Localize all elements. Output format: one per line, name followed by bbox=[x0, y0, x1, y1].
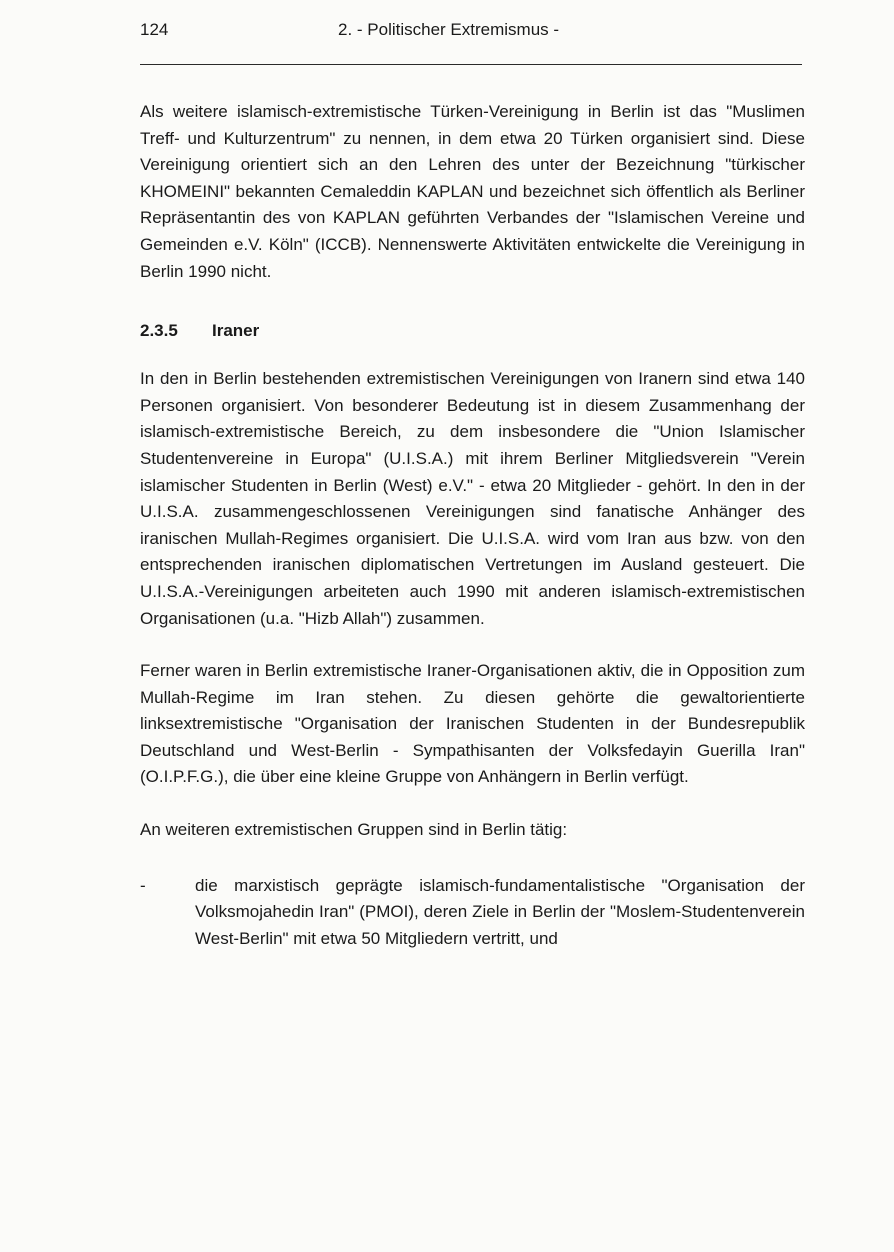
section-number: 2.3.5 bbox=[140, 321, 178, 341]
section-title: Iraner bbox=[212, 321, 260, 341]
group-list bbox=[140, 873, 805, 953]
header-rule bbox=[140, 64, 802, 65]
section-heading bbox=[140, 318, 805, 344]
paragraph-weitere-gruppen: An weiteren extremistischen Gruppen sind in Berlin tätig: bbox=[140, 820, 568, 840]
list-bullet: - bbox=[140, 875, 146, 895]
paragraph-tuerken-vereinigung: Als weitere islamisch-extremistische Türken-Vereinigung in Berlin ist das "Muslimen Treff- und Kulturzentrum" zu nennen, in dem etwa 20 Türken organisiert sind. Diese Vereinigung orientiert sich an den Lehren des unter der Bezeichnung "türkischer KHOMEINI" bekannten Cemaleddin KAPLAN und bezeichnet sich öffentlich als Berliner Repräsentantin des von KAPLAN geführten Verbandes der "Islamischen Vereine und Gemeinden e.V. Köln" (ICCB). Nennenswerte Aktivitäten entwickelte die Vereinigung in Berlin 1990 nicht. bbox=[140, 102, 805, 281]
running-title: 2. - Politischer Extremismus - bbox=[338, 20, 560, 39]
page-number: 124 bbox=[140, 20, 169, 39]
paragraph-iraner-vereinigungen: In den in Berlin bestehenden extremistischen Vereinigungen von Iranern sind etwa 140 Personen organisiert. Von besonderer Bedeutung ist in diesem Zusammenhang der islamisch-extremistische Bereich, zu dem insbesondere die "Union Islamischer Studentenvereine in Europa" (U.I.S.A.) mit ihrem Berliner Mitgliedsverein "Verein islamischer Studenten in Berlin (West) e.V." - etwa 20 Mitglieder - gehört. In den in der U.I.S.A. zusammengeschlossenen Vereinigungen sind fanatische Anhänger des iranischen Mullah-Regimes organisiert. Die U.I.S.A. wird vom Iran aus bzw. von den entsprechenden iranischen diplomatischen Vertretungen im Ausland gesteuert. Die U.I.S.A.-Vereinigungen arbeiteten auch 1990 mit anderen islamisch-extremistischen Organisationen (u.a. "Hizb Allah") zusammen. bbox=[140, 369, 805, 628]
page-header bbox=[140, 18, 805, 54]
page-body bbox=[140, 99, 805, 952]
paragraph-opposition: Ferner waren in Berlin extremistische Iraner-Organisationen aktiv, die in Opposition zum Mullah-Regime im Iran stehen. Zu diesen gehörte die gewaltorientierte linksextremistische "Organisation der Iranischen Studenten in der Bundesrepublik Deutschland und West-Berlin - Sympathisanten der Volksfedayin Guerilla Iran" (O.I.P.F.G.), die über eine kleine Gruppe von Anhängern in Berlin verfügt. bbox=[140, 661, 805, 787]
list-item bbox=[140, 873, 805, 953]
list-item-text: die marxistisch geprägte islamisch-fundamentalistische "Organisation der Volksmojahedin Iran" (PMOI), deren Ziele in Berlin der "Moslem-Studentenverein West-Berlin" mit etwa 50 Mitgliedern vertritt, und bbox=[195, 875, 805, 948]
